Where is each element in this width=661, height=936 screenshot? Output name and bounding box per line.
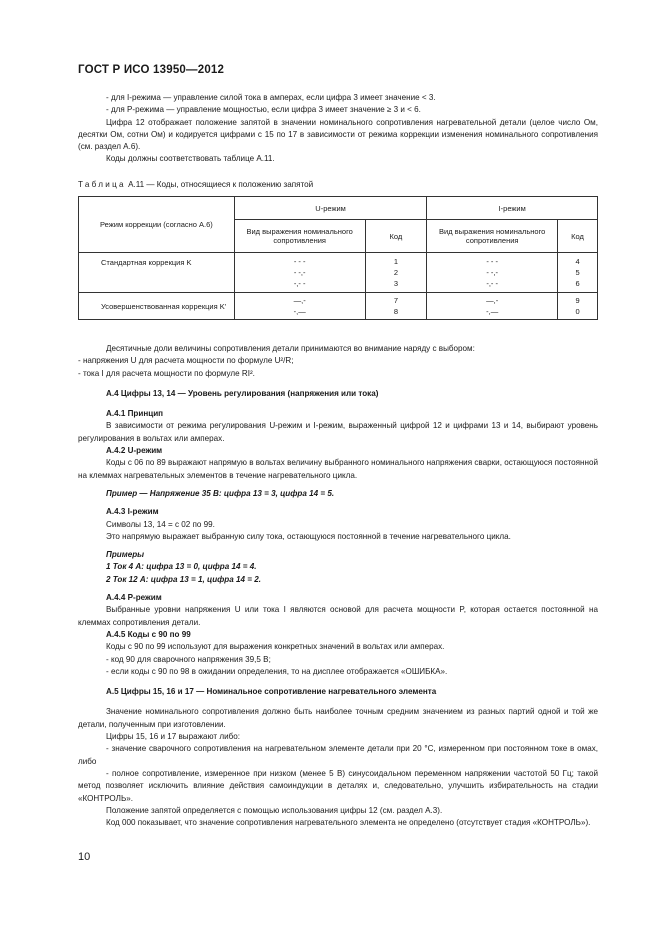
cell-value: —,- bbox=[486, 296, 499, 305]
col-header-i-code: Код bbox=[558, 220, 598, 253]
cell-value: 1 bbox=[393, 257, 398, 266]
row-standard-u-kind bbox=[234, 253, 365, 293]
body-block bbox=[78, 343, 598, 829]
intro-block bbox=[78, 92, 598, 166]
section-a45-line-2: - код 90 для сварочного напряжения 39,5 В; bbox=[106, 654, 271, 664]
example-2: 2 Ток 12 А: цифра 13 = 1, цифра 14 = 2. bbox=[106, 574, 261, 584]
cell-value: -,- - bbox=[293, 279, 306, 288]
table-caption bbox=[78, 180, 313, 189]
decimals-current: - тока I для расчета мощности по формуле RI². bbox=[78, 368, 255, 378]
section-a5-paragraph-5: Положение запятой определяется с помощью использования цифры 12 (см. раздел А.3). bbox=[106, 805, 443, 815]
cell-value: 5 bbox=[575, 268, 580, 277]
section-a41-text: В зависимости от режима регулирования U-режим и I-режим, выраженный цифрой 12 и цифрами 13 и 14, выбирают уровень регулирования в вольтах или амперах. bbox=[78, 421, 598, 443]
section-a44-text: Выбранные уровни напряжения U или тока I являются основой для расчета мощности P, которая остается постоянной на клеммах сопротивления детали. bbox=[78, 605, 598, 627]
cell-value: - -,- bbox=[486, 268, 499, 277]
cell-value: 0 bbox=[575, 307, 580, 316]
section-a41-title: А.4.1 Принцип bbox=[106, 409, 164, 419]
row-advanced-i-code bbox=[558, 293, 598, 320]
section-a4-title: А.4 Цифры 13, 14 — Уровень регулирования (напряжения или тока) bbox=[106, 388, 379, 398]
decimals-voltage: - напряжения U для расчета мощности по формуле U²/R; bbox=[78, 356, 294, 366]
col-header-u-mode: U-режим bbox=[234, 197, 427, 220]
cell-value: - - - bbox=[293, 257, 306, 266]
cell-value: 3 bbox=[393, 279, 398, 288]
section-a5-paragraph-3: - значение сварочного сопротивления на нагревательном элементе детали при 20 °С, измеренном при постоянном токе в омах, либо bbox=[78, 744, 598, 766]
section-a43-line-1: Символы 13, 14 = с 02 по 99. bbox=[106, 519, 215, 529]
row-advanced-u-kind bbox=[234, 293, 365, 320]
col-header-i-mode: I-режим bbox=[427, 197, 598, 220]
section-a5-paragraph-1: Значение номинального сопротивления должно быть наиболее точным средним значением из разных партий одной и той же детали, полученным при изготовлении. bbox=[78, 707, 598, 729]
cell-value: -,— bbox=[486, 307, 499, 316]
row-advanced-mode: Усовершенствованная коррекция K' bbox=[79, 293, 235, 320]
section-a5-paragraph-6: Код 000 показывает, что значение сопротивления нагревательного элемента не определено (отсутствует стадия «КОНТРОЛЬ»). bbox=[106, 818, 591, 828]
row-advanced-u-code bbox=[365, 293, 427, 320]
section-a42-text: Коды с 06 по 89 выражают напрямую в вольтах величину выбранного номинального напряжения сварки, остающуюся постоянной на клеммах нагревательных элементов в течение нагревательного цикла. bbox=[78, 458, 598, 480]
col-header-u-code: Код bbox=[365, 220, 427, 253]
section-a5-title: А.5 Цифры 15, 16 и 17 — Номинальное сопротивление нагревательного элемента bbox=[106, 687, 437, 697]
row-standard-mode: Стандартная коррекция K bbox=[79, 253, 235, 293]
row-standard-i-code bbox=[558, 253, 598, 293]
codes-table bbox=[78, 196, 598, 320]
cell-value: -,— bbox=[293, 307, 306, 316]
example-1: 1 Ток 4 А: цифра 13 = 0, цифра 14 = 4. bbox=[106, 562, 257, 572]
row-advanced-i-kind bbox=[427, 293, 558, 320]
row-standard-u-code bbox=[365, 253, 427, 293]
section-a42-example: Пример — Напряжение 35 В: цифра 13 = 3, цифра 14 = 5. bbox=[106, 488, 335, 498]
section-a45-line-1: Коды с 90 по 99 используют для выражения конкретных значений в вольтах или амперах. bbox=[106, 642, 445, 652]
intro-paragraph-3: Цифра 12 отображает положение запятой в значении номинального сопротивления нагревательной детали (целое число Ом, десятки Ом, сотни Ом) и кодируется цифрами с 15 по 17 в зависимости от режима коррекции изменения номинального сопротивления (см. раздел А.6). bbox=[78, 117, 598, 152]
section-a42-title: А.4.2 U-режим bbox=[106, 446, 163, 456]
col-header-u-kind: Вид выражения номинального сопротивления bbox=[234, 220, 365, 253]
intro-line-1: - для I-режима — управление силой тока в амперах, если цифра 3 имеет значение < 3. bbox=[106, 93, 436, 102]
cell-value: - - - bbox=[486, 257, 499, 266]
section-a43-title: А.4.3 I-режим bbox=[106, 507, 159, 517]
document-header: ГОСТ Р ИСО 13950—2012 bbox=[78, 64, 225, 76]
page-number: 10 bbox=[78, 851, 91, 863]
col-header-i-kind: Вид выражения номинального сопротивления bbox=[427, 220, 558, 253]
intro-line-2: - для P-режима — управление мощностью, если цифра 3 имеет значение ≥ 3 и < 6. bbox=[106, 105, 421, 115]
cell-value: 4 bbox=[575, 257, 580, 266]
cell-value: 7 bbox=[393, 296, 398, 305]
section-a45-title: А.4.5 Коды с 90 по 99 bbox=[106, 629, 191, 639]
row-standard-i-kind bbox=[427, 253, 558, 293]
cell-value: -,- - bbox=[486, 279, 499, 288]
table-caption-text: А.11 — Коды, относящиеся к положению запятой bbox=[125, 180, 314, 189]
section-a5-paragraph-2: Цифры 15, 16 и 17 выражают либо: bbox=[106, 732, 241, 742]
section-a5-paragraph-4: - полное сопротивление, измеренное при низком (менее 5 В) синусоидальном переменном напряжении частотой 50 Гц; такой метод позволяет исключить влияние действия самоиндукции в деталях и, следовательно, улучшить избирательность на стадии «КОНТРОЛЬ». bbox=[78, 768, 598, 803]
section-a44-title: А.4.4 P-режим bbox=[106, 593, 162, 603]
cell-value: —,- bbox=[293, 296, 306, 305]
section-a45-line-3: - если коды с 90 по 98 в ожидании определения, то на дисплее отображается «ОШИБКА». bbox=[106, 666, 448, 676]
col-header-mode: Режим коррекции (согласно А.6) bbox=[79, 197, 235, 253]
examples-title: Примеры bbox=[106, 550, 145, 560]
section-a43-line-2: Это напрямую выражает выбранную силу тока, остающуюся постоянной в течение нагревательного цикла. bbox=[106, 531, 511, 541]
cell-value: 6 bbox=[575, 279, 580, 288]
cell-value: - -,- bbox=[293, 268, 306, 277]
cell-value: 9 bbox=[575, 296, 580, 305]
decimals-intro: Десятичные доли величины сопротивления детали принимаются во внимание наряду с выбором: bbox=[106, 344, 475, 353]
intro-line-4: Коды должны соответствовать таблице А.11. bbox=[106, 154, 275, 164]
cell-value: 2 bbox=[393, 268, 398, 277]
cell-value: 8 bbox=[393, 307, 398, 316]
table-caption-label: Таблица bbox=[78, 180, 126, 189]
